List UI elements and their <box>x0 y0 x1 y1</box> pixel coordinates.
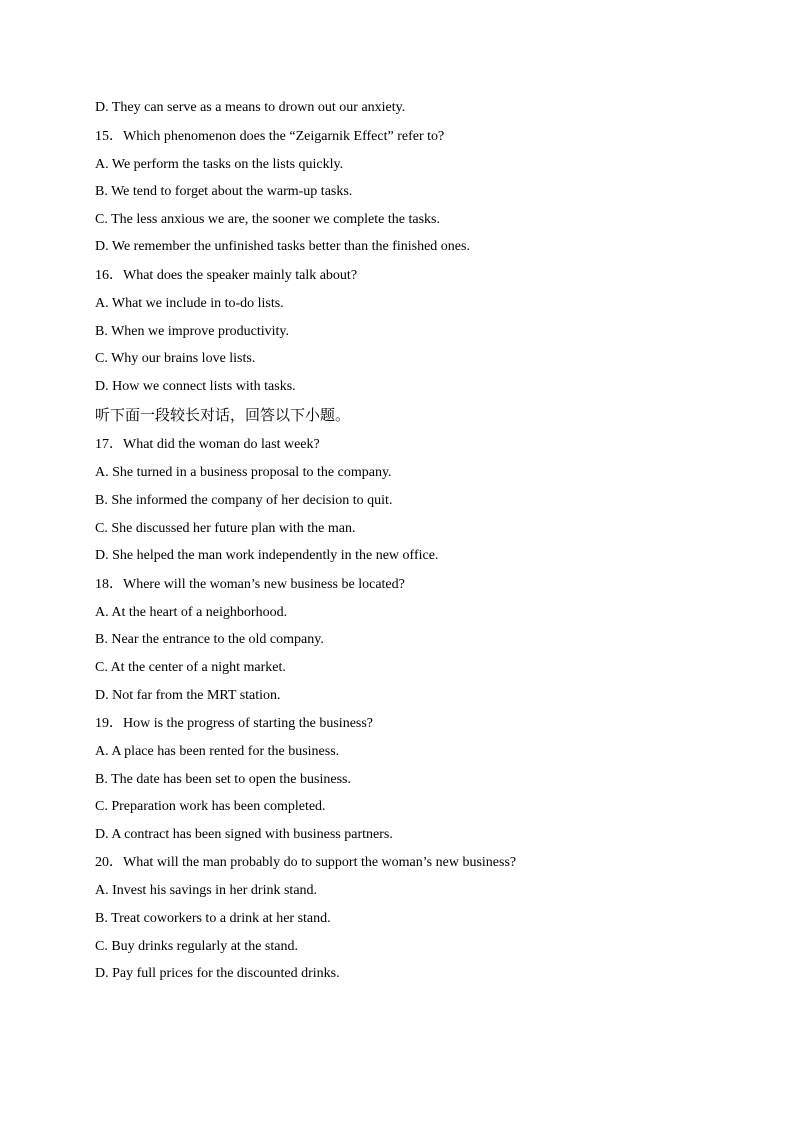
section-heading: 听下面一段较长对话，回答以下小题。 <box>95 406 351 425</box>
question-15: 15．Which phenomenon does the “Zeigarnik Effect” refer to? <box>95 128 445 144</box>
option-line: B. The date has been set to open the business. <box>95 771 351 787</box>
option-line: A. At the heart of a neighborhood. <box>95 604 288 620</box>
option-line: A. What we include in to-do lists. <box>95 295 284 311</box>
option-line: C. She discussed her future plan with the man. <box>95 520 356 536</box>
option-line: D. We remember the unfinished tasks better than the finished ones. <box>95 239 470 255</box>
question-17: 17．What did the woman do last week? <box>95 437 320 453</box>
question-18: 18．Where will the woman’s new business be located? <box>95 576 405 592</box>
option-line: C. Preparation work has been completed. <box>95 799 326 815</box>
option-line: D. A contract has been signed with business partners. <box>95 826 393 842</box>
option-line: C. The less anxious we are, the sooner we complete the tasks. <box>95 211 440 227</box>
option-line: D. How we connect lists with tasks. <box>95 378 296 394</box>
option-line: C. Buy drinks regularly at the stand. <box>95 938 298 954</box>
option-line: A. She turned in a business proposal to the company. <box>95 465 392 481</box>
option-line: A. We perform the tasks on the lists quickly. <box>95 156 344 172</box>
option-line: D. Not far from the MRT station. <box>95 687 281 703</box>
question-20: 20．What will the man probably do to support the woman’s new business? <box>95 855 517 871</box>
option-line: B. Near the entrance to the old company. <box>95 632 324 648</box>
question-19: 19．How is the progress of starting the business? <box>95 716 374 732</box>
option-line: C. Why our brains love lists. <box>95 351 256 367</box>
question-list <box>95 94 715 988</box>
option-line: B. She informed the company of her decision to quit. <box>95 492 393 508</box>
option-line: D. They can serve as a means to drown out our anxiety. <box>95 100 406 115</box>
option-line: A. A place has been rented for the business. <box>95 744 340 760</box>
option-line: C. At the center of a night market. <box>95 659 286 675</box>
question-16: 16．What does the speaker mainly talk about? <box>95 267 358 283</box>
option-line: A. Invest his savings in her drink stand. <box>95 883 318 899</box>
option-line: B. We tend to forget about the warm-up tasks. <box>95 184 353 200</box>
option-line: B. When we improve productivity. <box>95 323 290 339</box>
option-line: D. She helped the man work independently in the new office. <box>95 548 439 564</box>
option-line: D. Pay full prices for the discounted drinks. <box>95 966 340 982</box>
option-line: B. Treat coworkers to a drink at her stand. <box>95 911 331 927</box>
